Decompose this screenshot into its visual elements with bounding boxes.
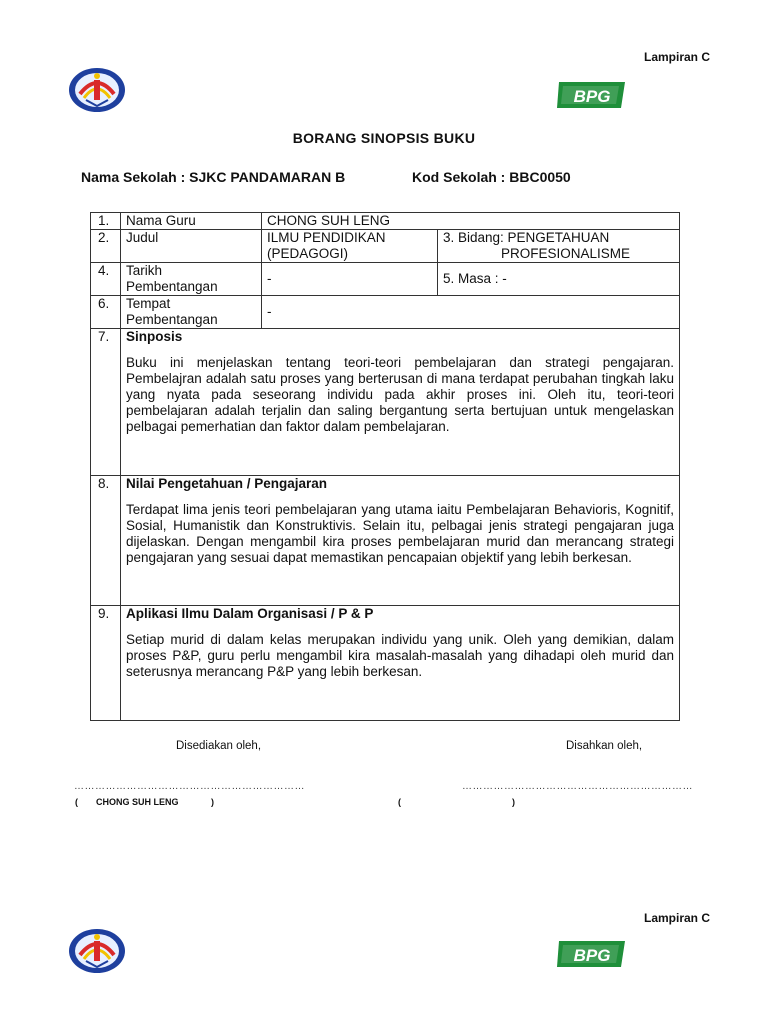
approved-signature-line: ………………………………………………………… xyxy=(462,781,693,792)
row-number: 1. xyxy=(91,213,121,230)
form-row-date xyxy=(91,263,680,296)
school-code: Kod Sekolah : BBC0050 xyxy=(412,169,571,185)
form-row-knowledge xyxy=(91,476,680,606)
row-number: 4. xyxy=(91,263,121,296)
form-row-synopsis xyxy=(91,329,680,476)
row-label: Tarikh Pembentangan xyxy=(121,263,262,296)
form-row-teacher xyxy=(91,213,680,230)
bpg-logo-icon xyxy=(557,78,627,112)
approved-by-label: Disahkan oleh, xyxy=(566,740,643,752)
page-title: BORANG SINOPSIS BUKU xyxy=(292,130,476,146)
section-title: Aplikasi Ilmu Dalam Organisasi / P & P xyxy=(126,606,374,621)
form-row-application xyxy=(91,606,680,721)
bpg-logo-icon xyxy=(557,937,627,971)
synopsis-form xyxy=(90,212,680,721)
synopsis-cell xyxy=(121,329,680,476)
bpg-logo xyxy=(557,78,627,117)
form-row-place xyxy=(91,296,680,329)
form-row-title xyxy=(91,230,680,263)
prepared-paren-close: ) xyxy=(211,797,214,807)
prepared-signature-line: ………………………………………………………… xyxy=(74,781,305,792)
field-value: PROFESIONALISME xyxy=(501,246,631,261)
knowledge-text: Terdapat lima jenis teori pembelajaran yang utama iaitu Pembelajaran Behavioris, Kognitif, Sosial, Humanistik dan Konstruktivis. Selain itu, pelbagai jenis strategi pengajaran juga dijelaskan. Dengan mengambil kira proses pembelajaran murid dan merancang strategi pengajaran yang sesuai dapat memastikan pencapaian objektif yang lebih berkesan. xyxy=(126,502,674,565)
school-name: Nama Sekolah : SJKC PANDAMARAN B xyxy=(81,169,346,185)
section-title: Nilai Pengetahuan / Pengajaran xyxy=(126,476,328,491)
lampiran-label-top: Lampiran C xyxy=(644,50,711,64)
book-title-value: ILMU PENDIDIKAN (PEDAGOGI) xyxy=(262,230,438,263)
prepared-paren-open: ( xyxy=(75,797,78,807)
prepared-by-label: Disediakan oleh, xyxy=(176,740,262,752)
kpm-logo xyxy=(66,64,128,119)
row-number: 9. xyxy=(91,606,121,721)
synopsis-text: Buku ini menjelaskan tentang teori-teori pembelajaran dan strategi pengajaran. Pembelajran adalah satu proses yang berterusan di mana terdapat perubahan tingkah laku yang nyata pada seseorang individu pada akhir proses ini. Oleh itu, teori-teori pembelajaran adalah terjalin dan saling bergantung serta bertujuan untuk mengelaskan pelbagai pemerhatian dan faktor dalam pembelajaran. xyxy=(126,355,674,434)
bpg-logo-text: BPG xyxy=(573,87,611,106)
application-text: Setiap murid di dalam kelas merupakan individu yang unik. Oleh yang demikian, dalam proses P&P, guru perlu mengambil kira masalah-masalah yang dihadapi oleh murid dan seterusnya merancang P&P yang lebih berkesan. xyxy=(126,632,674,679)
field-cell xyxy=(438,230,680,263)
section-title: Sinposis xyxy=(126,329,183,344)
row-label: Tempat Pembentangan xyxy=(121,296,262,329)
row-number: 8. xyxy=(91,476,121,606)
kpm-logo-bottom xyxy=(66,925,128,980)
row-label: Nama Guru xyxy=(121,213,262,230)
approved-paren-open: ( xyxy=(398,797,401,807)
row-number: 7. xyxy=(91,329,121,476)
kpm-logo-icon xyxy=(66,64,128,114)
application-cell xyxy=(121,606,680,721)
row-number: 6. xyxy=(91,296,121,329)
place-value: - xyxy=(262,296,680,329)
knowledge-cell xyxy=(121,476,680,606)
row-label: Judul xyxy=(121,230,262,263)
lampiran-label-bottom: Lampiran C xyxy=(644,911,711,925)
approved-paren-close: ) xyxy=(512,797,515,807)
bpg-logo-bottom xyxy=(557,937,627,976)
prepared-name: CHONG SUH LENG xyxy=(96,797,179,807)
time-field: 5. Masa : - xyxy=(438,263,680,296)
field-label: 3. Bidang: PENGETAHUAN xyxy=(443,230,610,245)
teacher-name-value: CHONG SUH LENG xyxy=(262,213,680,230)
bpg-logo-text: BPG xyxy=(573,946,611,965)
kpm-logo-icon xyxy=(66,925,128,975)
row-number: 2. xyxy=(91,230,121,263)
date-value: - xyxy=(262,263,438,296)
